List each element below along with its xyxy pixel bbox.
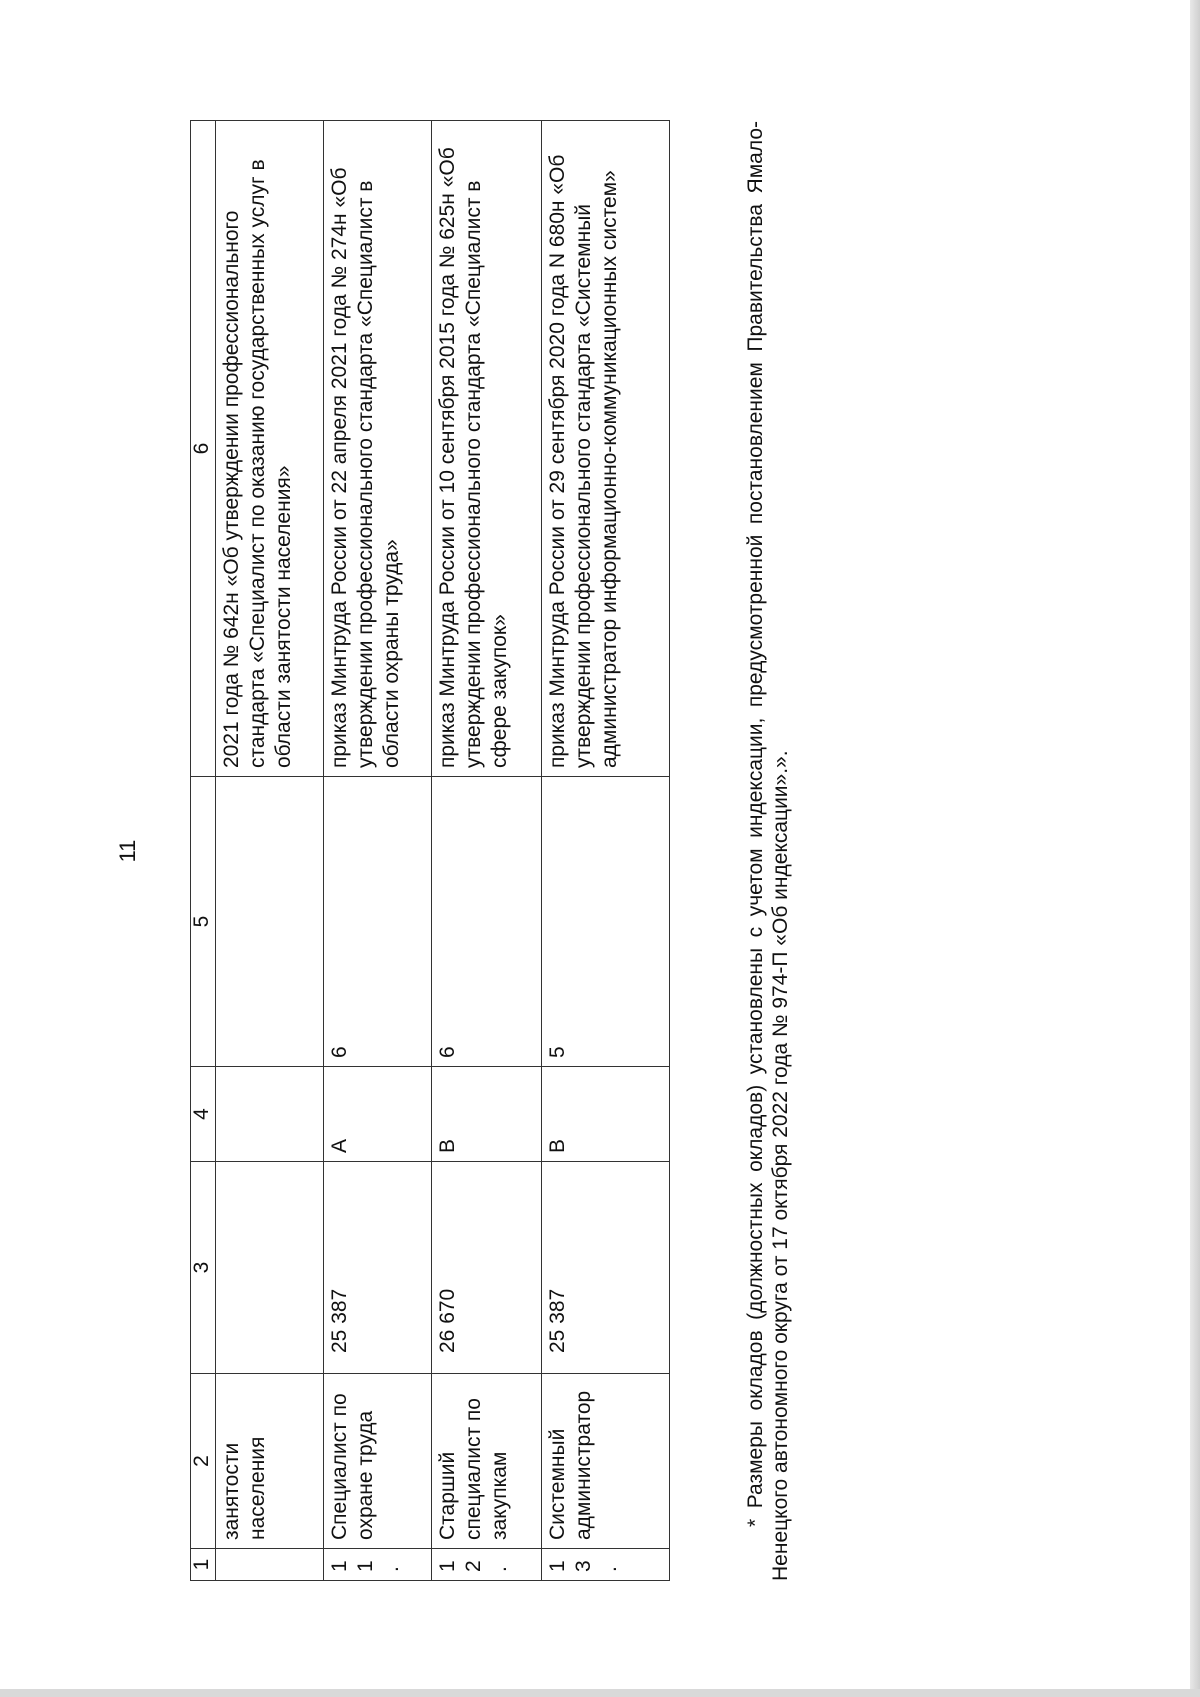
- column-number-row: [191, 121, 216, 1581]
- standard-cell: приказ Минтруда России от 29 сентября 2020 года N 680н «Об утверждении профессионального стандарта «Системный администратор информационно-коммуникационных систем»: [542, 121, 670, 777]
- row-number: [216, 1549, 324, 1581]
- standard-cell: 2021 года № 642н «Об утверждении профессионального стандарта «Специалист по оказанию государственных услуг в области занятости населения»: [216, 121, 324, 777]
- level-cell: 5: [542, 777, 670, 1067]
- position-cell: Старший специалист по закупкам: [432, 1374, 542, 1549]
- level-cell: [216, 777, 324, 1067]
- positions-table: [190, 120, 670, 1581]
- table-row: [324, 121, 432, 1581]
- group-cell: В: [432, 1067, 542, 1162]
- salary-cell: 25 387: [324, 1162, 432, 1374]
- column-number: 1: [191, 1549, 216, 1581]
- footnote: * Размеры окладов (должностных окладов) установлены с учетом индексации, предусмотренной постановлением Правительства Ямало-Ненецкого автономного округа от 17 октября 2022 года № 974-П «Об индексации».».: [744, 121, 792, 1581]
- table-row: [432, 121, 542, 1581]
- group-cell: А: [324, 1067, 432, 1162]
- column-number: 3: [191, 1162, 216, 1374]
- salary-cell: 26 670: [432, 1162, 542, 1374]
- salary-cell: 25 387: [542, 1162, 670, 1374]
- group-cell: [216, 1067, 324, 1162]
- column-number: 4: [191, 1067, 216, 1162]
- column-number: 5: [191, 777, 216, 1067]
- column-number: 2: [191, 1374, 216, 1549]
- level-cell: 6: [432, 777, 542, 1067]
- group-cell: В: [542, 1067, 670, 1162]
- table-row: [216, 121, 324, 1581]
- table-row: [542, 121, 670, 1581]
- salary-cell: [216, 1162, 324, 1374]
- position-cell: Системный администратор: [542, 1374, 670, 1549]
- position-cell: Специалист по охране труда: [324, 1374, 432, 1549]
- row-number: 13.: [542, 1549, 670, 1581]
- standard-cell: приказ Минтруда России от 22 апреля 2021 года № 274н «Об утверждении профессионального стандарта «Специалист в области охраны труда»: [324, 121, 432, 777]
- position-cell: занятости населения: [216, 1374, 324, 1549]
- standard-cell: приказ Минтруда России от 10 сентября 2015 года № 625н «Об утверждении профессионального стандарта «Специалист в сфере закупок»: [432, 121, 542, 777]
- page-number: 11: [115, 839, 140, 863]
- row-number: 12.: [432, 1549, 542, 1581]
- column-number: 6: [191, 121, 216, 777]
- row-number: 11.: [324, 1549, 432, 1581]
- level-cell: 6: [324, 777, 432, 1067]
